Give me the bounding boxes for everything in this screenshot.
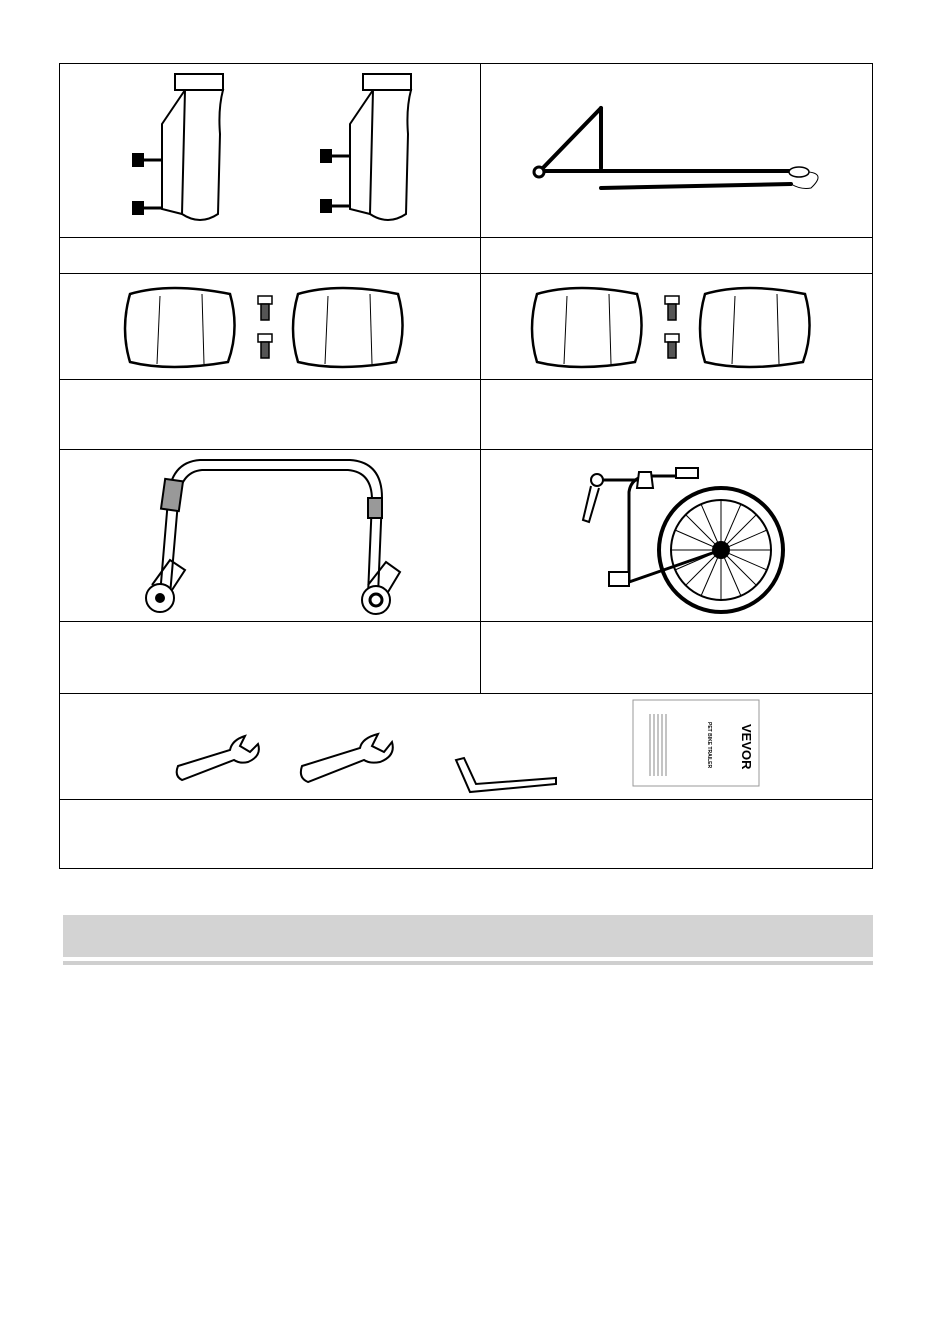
handlebar-caption xyxy=(60,622,481,693)
reflector-set-right-illustration xyxy=(481,274,872,380)
parts-row-1-images xyxy=(60,64,872,238)
tools-illustration xyxy=(60,694,872,800)
hex-key-icon xyxy=(456,758,556,792)
parts-list-table xyxy=(59,63,873,869)
parts-row-2-captions xyxy=(60,380,872,450)
reflector-set-left-illustration xyxy=(60,274,481,380)
reflectors-left-cell xyxy=(60,274,481,379)
section-divider xyxy=(63,961,873,965)
wheel-caption xyxy=(481,622,872,693)
hitch-brackets-caption xyxy=(60,238,481,273)
parts-row-4-captions xyxy=(60,800,872,868)
push-handlebar-illustration xyxy=(60,450,481,622)
reflectors-right-cell xyxy=(481,274,872,379)
hitch-bracket-illustration xyxy=(60,64,481,238)
manual-brand: VEVOR xyxy=(739,724,754,770)
tools-cell xyxy=(60,694,872,799)
flag-pole-caption xyxy=(481,238,872,273)
parts-row-2-images xyxy=(60,274,872,380)
reflectors-left-caption xyxy=(60,380,481,449)
section-header-bar xyxy=(63,915,873,957)
parts-row-3-captions xyxy=(60,622,872,694)
reflectors-right-caption xyxy=(481,380,872,449)
safety-flag-pole-cell xyxy=(481,64,872,237)
parts-row-4-images xyxy=(60,694,872,800)
parts-row-3-images xyxy=(60,450,872,622)
wrench-icon xyxy=(301,734,393,782)
wheel-and-quick-release-illustration xyxy=(481,450,872,622)
manual-title: PET BIKE TRAILER xyxy=(706,722,712,769)
wheel-axle-cell xyxy=(481,450,872,621)
wrench-icon xyxy=(177,736,259,780)
handlebar-cell xyxy=(60,450,481,621)
hitch-brackets-cell xyxy=(60,64,481,237)
tools-caption xyxy=(60,800,872,868)
flag-pole-illustration xyxy=(481,64,872,238)
parts-row-1-captions xyxy=(60,238,872,274)
